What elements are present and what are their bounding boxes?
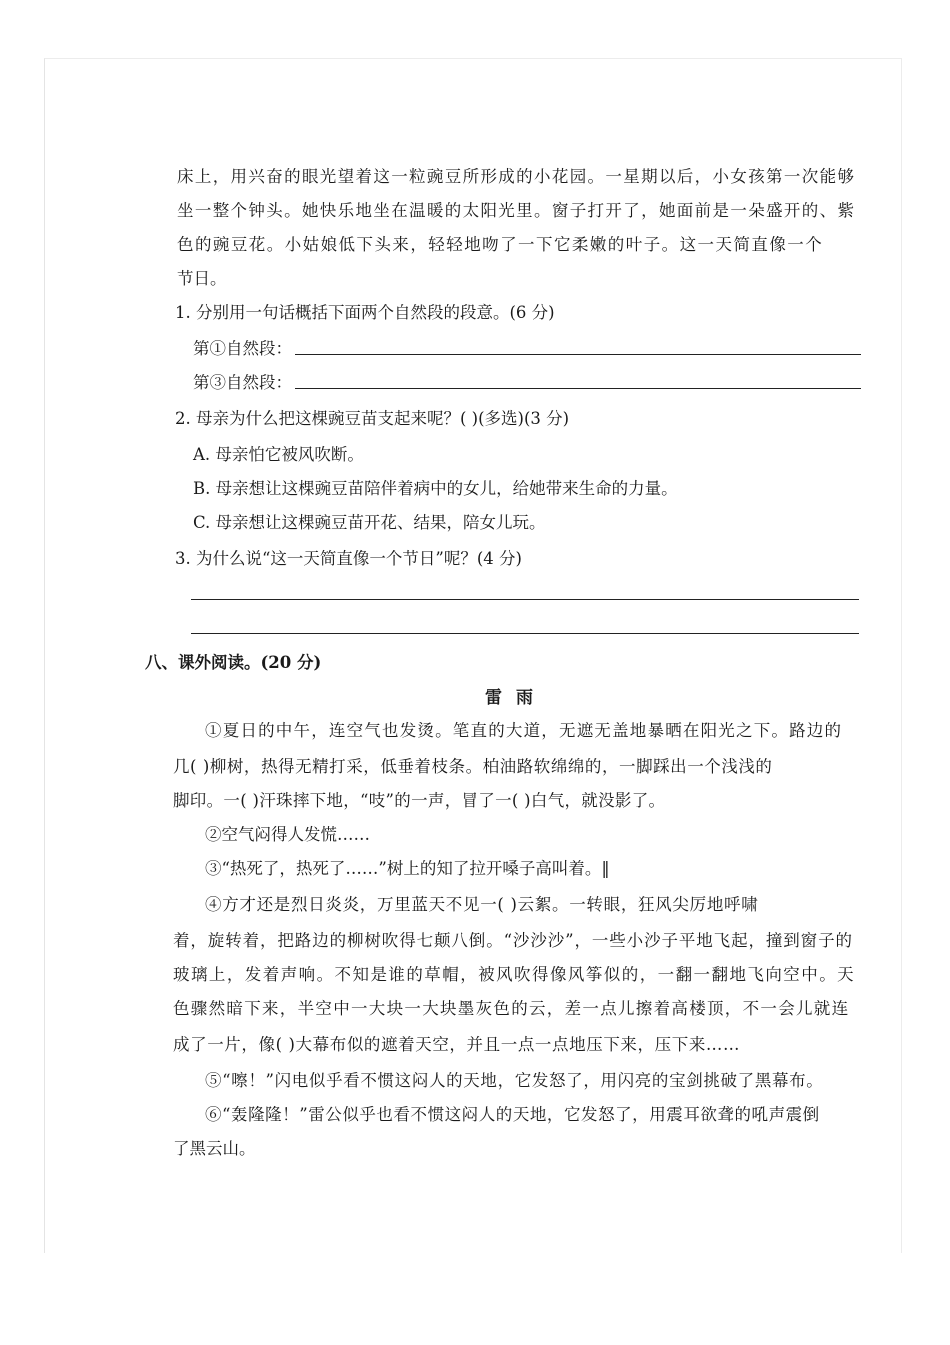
article-line: 了黑云山。 — [173, 1139, 256, 1158]
answer-label-para-1: 第①自然段： — [193, 339, 292, 358]
article-line: ④方才还是烈日炎炎，万里蓝天不见一( )云絮。一转眼，狂风尖厉地呼啸 — [205, 895, 759, 914]
exam-page — [44, 58, 902, 1253]
question-1: 1. 分别用一句话概括下面两个自然段的段意。(6 分) — [175, 303, 555, 322]
option-a: A. 母亲怕它被风吹断。 — [193, 445, 364, 464]
passage-line: 床上，用兴奋的眼光望着这一粒豌豆所形成的小花园。一星期以后，小女孩第一次能够 — [177, 167, 856, 186]
passage-line: 坐一整个钟头。她快乐地坐在温暖的太阳光里。窗子打开了，她面前是一朵盛开的、紫 — [177, 201, 856, 220]
article-line: ③“热死了，热死了……”树上的知了拉开嗓子高叫着。‖ — [205, 859, 610, 878]
article-line: ②空气闷得人发慌…… — [205, 825, 370, 844]
passage-line: 节日。 — [177, 269, 227, 288]
answer-line[interactable] — [295, 354, 861, 355]
question-3: 3. 为什么说“这一天简直像一个节日”呢？(4 分) — [175, 549, 522, 568]
option-c: C. 母亲想让这棵豌豆苗开花、结果，陪女儿玩。 — [193, 513, 546, 532]
article-title: 雷雨 — [485, 688, 547, 708]
passage-line: 色的豌豆花。小姑娘低下头来，轻轻地吻了一下它柔嫩的叶子。这一天简直像一个 — [177, 235, 824, 254]
answer-label-para-3: 第③自然段： — [193, 373, 292, 392]
article-line: 脚印。一( )汗珠摔下地，“吱”的一声，冒了一( )白气，就没影了。 — [173, 791, 666, 810]
question-2: 2. 母亲为什么把这棵豌豆苗支起来呢？( )(多选)(3 分) — [175, 409, 570, 428]
article-line: 成了一片，像( )大幕布似的遮着天空，并且一点一点地压下来，压下来…… — [173, 1035, 741, 1054]
answer-line[interactable] — [191, 599, 859, 600]
article-line: ⑥“轰隆隆！”雷公似乎也看不惯这闷人的天地，它发怒了，用震耳欲聋的吼声震倒 — [205, 1105, 820, 1124]
option-b: B. 母亲想让这棵豌豆苗陪伴着病中的女儿，给她带来生命的力量。 — [193, 479, 678, 498]
article-line: 着，旋转着，把路边的柳树吹得七颠八倒。“沙沙沙”，一些小沙子平地飞起，撞到窗子的 — [173, 931, 853, 950]
section-heading: 八、课外阅读。(20 分) — [145, 653, 322, 672]
article-line: 玻璃上，发着声响。不知是谁的草帽，被风吹得像风筝似的，一翻一翻地飞向空中。天 — [173, 965, 856, 984]
article-line: 色骤然暗下来，半空中一大块一大块墨灰色的云，差一点儿擦着高楼顶，不一会儿就连 — [173, 999, 850, 1018]
answer-line[interactable] — [191, 633, 859, 634]
article-line: ①夏日的中午，连空气也发烫。笔直的大道，无遮无盖地暴晒在阳光之下。路边的 — [205, 721, 843, 740]
article-line: 几( )柳树，热得无精打采，低垂着枝条。柏油路软绵绵的，一脚踩出一个浅浅的 — [173, 757, 773, 776]
article-line: ⑤“嚓！”闪电似乎看不惯这闷人的天地，它发怒了，用闪亮的宝剑挑破了黑幕布。 — [205, 1071, 824, 1090]
answer-line[interactable] — [295, 388, 861, 389]
